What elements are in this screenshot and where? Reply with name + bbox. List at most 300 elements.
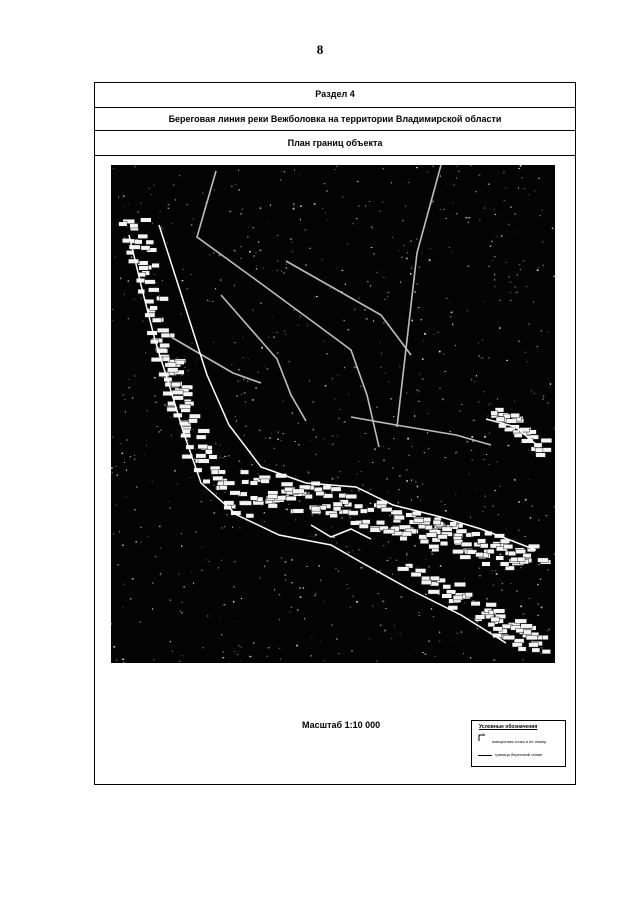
texture-speck [206, 560, 207, 561]
point-label-box [333, 507, 341, 512]
texture-speck [120, 443, 122, 444]
texture-speck [520, 165, 522, 167]
texture-speck [282, 400, 284, 401]
point-label-box [161, 333, 170, 338]
texture-speck [340, 471, 342, 472]
texture-speck [468, 266, 470, 267]
texture-speck [320, 580, 321, 582]
texture-speck [526, 286, 527, 287]
texture-speck [315, 534, 317, 536]
point-label-box [183, 392, 193, 397]
point-label-box [360, 509, 367, 514]
texture-speck [547, 332, 548, 333]
texture-speck [370, 489, 371, 490]
point-label-box [268, 504, 278, 509]
texture-speck [229, 211, 231, 212]
point-label-box [250, 481, 258, 486]
texture-speck [453, 182, 454, 183]
texture-speck [344, 320, 345, 321]
texture-speck [508, 224, 509, 225]
point-label-box [370, 528, 381, 533]
texture-speck [480, 358, 481, 359]
texture-speck [321, 641, 322, 642]
texture-speck [213, 513, 215, 514]
point-label-box [542, 649, 551, 654]
point-label-box [450, 522, 457, 527]
texture-speck [383, 168, 384, 170]
texture-speck [508, 276, 510, 278]
texture-speck [261, 505, 263, 506]
texture-speck [118, 196, 119, 197]
texture-speck [174, 470, 176, 472]
texture-speck [525, 499, 527, 501]
texture-speck [541, 647, 542, 649]
texture-speck [398, 502, 400, 504]
texture-speck [493, 659, 495, 661]
texture-speck [285, 334, 287, 335]
texture-speck [239, 469, 240, 470]
texture-speck [260, 207, 261, 209]
texture-speck [414, 291, 416, 293]
point-label-box [496, 556, 504, 561]
point-label-box [146, 240, 154, 245]
texture-speck [439, 631, 440, 633]
texture-speck [387, 296, 388, 297]
texture-speck [116, 660, 117, 661]
texture-speck [282, 433, 284, 434]
texture-speck [406, 469, 408, 471]
texture-speck [348, 329, 350, 331]
texture-speck [152, 223, 153, 224]
texture-speck [398, 632, 399, 633]
texture-speck [496, 236, 498, 237]
texture-speck [469, 617, 470, 618]
texture-speck [227, 514, 228, 516]
texture-speck [529, 194, 530, 195]
point-label-box [220, 485, 228, 490]
texture-speck [403, 245, 405, 247]
texture-speck [422, 252, 423, 253]
point-label-box [130, 224, 138, 229]
point-label-box [141, 218, 152, 223]
texture-speck [388, 292, 390, 293]
texture-speck [366, 318, 368, 319]
texture-speck [437, 332, 439, 333]
point-label-box [438, 535, 448, 540]
point-label-box [471, 601, 480, 606]
texture-speck [475, 191, 476, 192]
texture-speck [258, 242, 259, 243]
texture-speck [128, 318, 129, 319]
point-label-box [159, 372, 170, 377]
texture-speck [191, 343, 192, 344]
texture-speck [389, 381, 390, 382]
texture-speck [244, 435, 245, 437]
texture-speck [380, 211, 381, 212]
texture-speck [408, 653, 409, 654]
texture-speck [277, 261, 279, 262]
texture-speck [144, 455, 145, 456]
point-label-box [512, 643, 522, 648]
texture-speck [319, 565, 321, 566]
texture-speck [309, 380, 310, 381]
texture-speck [488, 183, 490, 185]
texture-speck [284, 171, 285, 172]
texture-speck [123, 394, 124, 395]
texture-speck [124, 399, 125, 400]
texture-speck [113, 533, 115, 535]
texture-speck [546, 515, 548, 516]
point-label-box [491, 617, 500, 622]
texture-speck [264, 521, 265, 522]
texture-speck [195, 531, 196, 533]
point-label-box [189, 419, 198, 424]
texture-speck [134, 459, 136, 460]
texture-speck [337, 375, 338, 377]
texture-speck [294, 170, 295, 171]
texture-speck [347, 243, 348, 244]
texture-speck [494, 490, 496, 491]
texture-speck [300, 219, 301, 221]
texture-speck [253, 310, 254, 312]
texture-speck [286, 264, 287, 265]
legend-point-label: поворотная точка и ее номер [492, 739, 547, 744]
texture-speck [336, 542, 337, 544]
texture-speck [132, 578, 134, 579]
texture-speck [112, 437, 113, 438]
texture-speck [231, 186, 233, 187]
texture-speck [181, 313, 182, 315]
legend-line-label: граница береговой линии [495, 752, 543, 757]
texture-speck [483, 391, 485, 392]
texture-speck [215, 443, 216, 445]
texture-speck [478, 402, 480, 403]
texture-speck [234, 651, 235, 652]
texture-speck [440, 501, 441, 502]
texture-speck [499, 486, 500, 487]
texture-speck [296, 645, 298, 647]
texture-speck [422, 484, 424, 485]
point-label-box [198, 459, 209, 464]
texture-speck [417, 567, 418, 568]
texture-speck [364, 309, 366, 310]
texture-speck [324, 183, 326, 184]
texture-speck [377, 272, 378, 274]
texture-speck [116, 504, 117, 505]
texture-speck [112, 320, 114, 321]
point-label-box [487, 549, 494, 554]
point-label-box [159, 297, 168, 302]
texture-speck [251, 464, 252, 465]
texture-speck [324, 660, 325, 661]
point-label-box [391, 510, 402, 515]
point-label-box [242, 480, 249, 485]
point-label-box [376, 520, 384, 525]
texture-speck [520, 606, 522, 608]
point-label-box [442, 527, 452, 532]
texture-speck [516, 292, 518, 293]
texture-speck [256, 268, 257, 269]
texture-speck [359, 461, 360, 462]
texture-speck [129, 203, 130, 204]
texture-speck [390, 398, 392, 400]
texture-speck [468, 217, 470, 218]
texture-speck [164, 405, 166, 406]
point-label-box [467, 550, 477, 555]
texture-speck [326, 191, 328, 192]
texture-speck [274, 448, 275, 449]
texture-speck [548, 569, 549, 571]
texture-speck [213, 485, 214, 486]
texture-speck [154, 396, 156, 397]
texture-speck [154, 185, 155, 186]
point-label-box [424, 517, 431, 522]
texture-speck [288, 504, 289, 505]
texture-speck [281, 557, 282, 559]
texture-speck [495, 570, 496, 571]
object-title: Береговая линия реки Вежболовка на территории Владимирской области [95, 108, 575, 131]
texture-speck [213, 252, 214, 254]
texture-speck [534, 393, 535, 394]
texture-speck [410, 273, 411, 275]
texture-speck [208, 561, 210, 562]
texture-speck [491, 241, 493, 242]
texture-speck [540, 653, 541, 654]
texture-speck [331, 527, 332, 528]
texture-speck [337, 435, 338, 436]
texture-speck [439, 388, 441, 389]
texture-speck [484, 507, 486, 508]
texture-speck [241, 394, 243, 395]
texture-speck [316, 296, 318, 297]
point-label-box [189, 414, 200, 419]
point-label-box [421, 580, 431, 585]
texture-speck [181, 375, 183, 376]
texture-speck [388, 448, 389, 449]
texture-speck [271, 432, 272, 433]
texture-speck [356, 601, 358, 603]
texture-speck [407, 438, 409, 440]
texture-speck [181, 545, 182, 547]
texture-speck [417, 390, 418, 392]
texture-speck [292, 242, 293, 244]
texture-speck [516, 232, 517, 233]
texture-speck [529, 479, 530, 480]
texture-speck [348, 552, 349, 554]
texture-speck [480, 220, 481, 222]
texture-speck [501, 590, 502, 591]
texture-speck [406, 480, 408, 482]
point-label-box [316, 491, 324, 496]
point-label-box [471, 532, 480, 537]
texture-speck [519, 264, 521, 265]
texture-speck [399, 250, 400, 251]
point-label-box [286, 496, 296, 501]
texture-speck [445, 457, 447, 458]
texture-speck [514, 401, 515, 402]
texture-speck [358, 206, 360, 207]
texture-speck [472, 460, 474, 461]
texture-speck [456, 177, 457, 178]
point-label-box [157, 328, 169, 333]
texture-speck [309, 248, 311, 249]
texture-speck [280, 659, 281, 660]
texture-speck [111, 467, 113, 469]
point-label-box [425, 525, 432, 530]
texture-speck [119, 531, 120, 533]
texture-speck [405, 205, 406, 207]
texture-speck [362, 485, 364, 486]
texture-speck [422, 379, 424, 380]
texture-speck [395, 628, 396, 629]
texture-speck [428, 413, 429, 414]
texture-speck [400, 281, 401, 283]
texture-speck [298, 325, 300, 326]
point-label-box [428, 590, 440, 595]
texture-speck [411, 499, 412, 500]
texture-speck [285, 579, 286, 580]
point-label-box [179, 404, 190, 409]
texture-speck [299, 501, 301, 502]
texture-speck [268, 222, 269, 223]
texture-speck [434, 334, 436, 335]
texture-speck [446, 218, 447, 219]
texture-speck [154, 377, 156, 378]
texture-speck [307, 325, 308, 326]
point-label-box [493, 627, 503, 632]
texture-speck [280, 179, 281, 180]
point-label-box [305, 494, 313, 499]
texture-speck [376, 573, 377, 574]
texture-speck [534, 191, 536, 192]
texture-speck [154, 274, 156, 275]
texture-speck [303, 587, 304, 589]
texture-speck [342, 270, 344, 271]
texture-speck [292, 413, 293, 414]
texture-speck [358, 490, 360, 492]
texture-speck [458, 171, 460, 172]
texture-speck [273, 336, 275, 338]
texture-speck [294, 205, 295, 206]
point-label-box [139, 266, 149, 271]
texture-speck [283, 272, 285, 273]
point-label-box [122, 238, 130, 243]
texture-speck [170, 641, 171, 643]
point-label-box [442, 594, 452, 599]
texture-speck [249, 656, 251, 657]
page-number: 8 [316, 42, 324, 57]
texture-speck [418, 401, 419, 402]
texture-speck [428, 448, 430, 450]
texture-speck [490, 246, 492, 247]
texture-speck [222, 652, 224, 653]
texture-speck [550, 383, 551, 385]
point-label-box [293, 509, 304, 514]
point-label-box [145, 313, 155, 318]
texture-speck [451, 251, 452, 252]
texture-speck [538, 519, 539, 521]
texture-speck [419, 615, 420, 616]
texture-speck [130, 456, 131, 457]
texture-speck [537, 615, 539, 616]
texture-speck [277, 352, 279, 354]
map-point-labels [119, 218, 552, 654]
texture-speck [524, 188, 526, 189]
document-frame [94, 82, 576, 785]
texture-speck [239, 460, 241, 462]
texture-speck [517, 274, 518, 276]
point-label-box [493, 609, 505, 614]
texture-speck [424, 452, 426, 453]
texture-speck [467, 441, 469, 442]
point-label-box [333, 502, 342, 507]
texture-speck [360, 386, 361, 387]
texture-speck [408, 182, 410, 183]
texture-speck [255, 252, 256, 253]
texture-speck [279, 594, 280, 595]
texture-speck [537, 603, 539, 605]
texture-speck [431, 554, 433, 555]
texture-speck [468, 222, 470, 224]
texture-speck [313, 536, 315, 537]
texture-speck [272, 316, 273, 317]
point-label-box [230, 491, 241, 496]
texture-speck [543, 395, 544, 397]
texture-speck [425, 594, 427, 595]
texture-speck [242, 208, 243, 209]
texture-speck [328, 443, 329, 444]
texture-speck [332, 478, 334, 480]
point-label-box [420, 539, 429, 544]
texture-speck [394, 624, 395, 626]
point-label-box [152, 318, 161, 323]
texture-speck [398, 489, 400, 490]
texture-speck [124, 294, 125, 295]
texture-speck [117, 475, 118, 476]
texture-speck [260, 302, 261, 304]
point-label-box [138, 261, 148, 266]
texture-speck [377, 593, 379, 594]
texture-speck [295, 519, 296, 521]
texture-speck [241, 598, 242, 599]
texture-speck [391, 638, 392, 639]
texture-speck [264, 566, 265, 568]
texture-speck [457, 452, 458, 453]
texture-speck [314, 595, 316, 596]
point-label-box [443, 585, 451, 590]
texture-speck [440, 209, 442, 210]
texture-speck [384, 630, 386, 632]
texture-speck [542, 210, 543, 211]
point-label-box [453, 549, 464, 554]
point-label-box [268, 494, 278, 499]
texture-speck [399, 366, 401, 367]
point-label-box [135, 240, 143, 245]
texture-speck [160, 211, 161, 212]
point-label-box [426, 533, 437, 538]
texture-speck [341, 517, 343, 518]
texture-speck [494, 279, 495, 280]
point-label-box [209, 455, 217, 460]
texture-speck [406, 553, 407, 554]
point-label-box [331, 487, 341, 492]
point-label-box [506, 419, 517, 424]
texture-speck [421, 319, 422, 320]
texture-speck [423, 530, 424, 531]
texture-speck [538, 564, 540, 565]
texture-speck [428, 641, 429, 642]
texture-speck [170, 417, 171, 418]
